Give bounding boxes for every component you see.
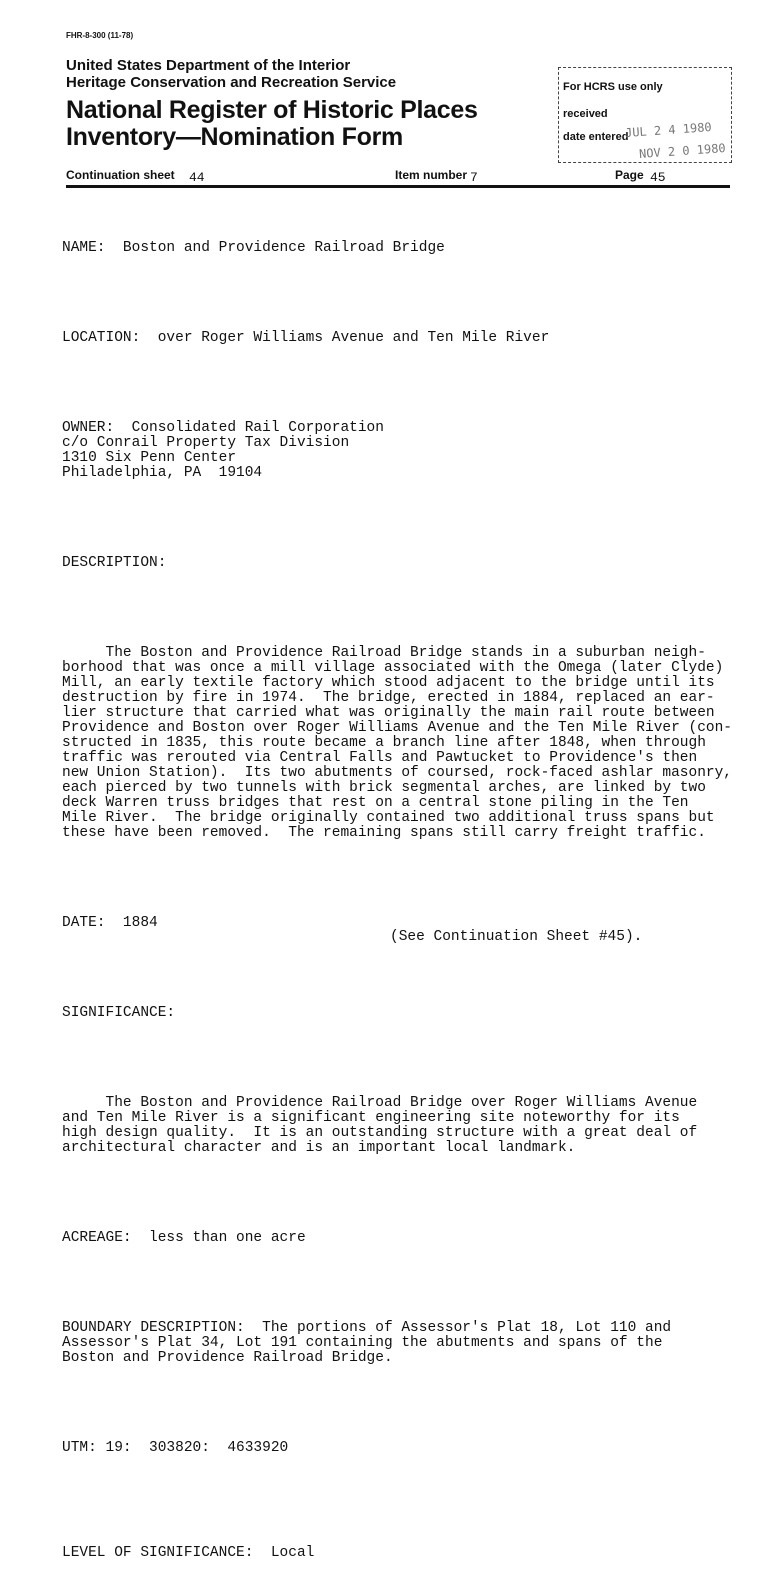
- page-label: Page: [615, 168, 644, 182]
- significance-heading: SIGNIFICANCE:: [62, 1005, 176, 1021]
- significance-text: The Boston and Providence Railroad Bridge over Roger Williams Avenue and Ten Mile River is a significant engineering site noteworthy for its high design quality. It is an outstanding structure with a great deal of architectural character and is an important local landmark.: [62, 1095, 698, 1156]
- owner-block: OWNER: Consolidated Rail Corporation c/o Conrail Property Tax Division 1310 Six Penn Center Philadelphia, PA 19104: [62, 420, 384, 481]
- form-title: [66, 97, 478, 151]
- entered-stamp: NOV 2 0 1980: [638, 140, 727, 162]
- name-line: NAME: Boston and Providence Railroad Bridge: [62, 240, 445, 256]
- header-rule: [66, 185, 730, 188]
- boundary-description: BOUNDARY DESCRIPTION: The portions of Assessor's Plat 18, Lot 110 and Assessor's Plat 34, Lot 191 containing the abutments and spans of the Boston and Providence Railroad Bridge.: [62, 1320, 672, 1366]
- description-text: The Boston and Providence Railroad Bridge stands in a suburban neigh- borhood that was once a mill village associated with the Omega (later Clyde) Mill, an early textile factory which stood adjacent to the bridge until its destruction by fire in 1974. The bridge, erected in 1884, replaced an ear- lier structure that carried what was originally the main rail route between Providence and Boston over Roger Williams Avenue and the Ten Mile River (con- structed in 1835, this route became a branch line after 1848, when through traffic was rerouted via Central Falls and Pawtucket to Providence's then new Union Station). Its two abutments of coursed, rock-faced ashlar masonry, each pierced by two tunnels with brick segmental arches, are linked by two deck Warren truss bridges that rest on a central stone piling in the Ten Mile River. The bridge originally contained two additional truss spans but these have been removed. The remaining spans still carry freight traffic.: [62, 645, 733, 841]
- continuation-sheet-value: 44: [189, 170, 205, 185]
- agency-header: [66, 57, 396, 91]
- location-line: LOCATION: over Roger Williams Avenue and Ten Mile River: [62, 330, 550, 346]
- date-entered-label: date entered: [563, 131, 629, 143]
- hcrs-use-box: [558, 67, 732, 163]
- continuation-note: (See Continuation Sheet #45).: [390, 929, 643, 945]
- continuation-meta-row: [66, 168, 730, 186]
- item-number-value: 7: [470, 170, 478, 185]
- date-line: DATE: 1884: [62, 915, 158, 931]
- form-code: FHR-8-300 (11-78): [66, 31, 134, 40]
- form-title-line2: Inventory—Nomination Form: [66, 123, 403, 151]
- form-title-line1: National Register of Historic Places: [66, 96, 478, 124]
- description-heading: DESCRIPTION:: [62, 555, 167, 571]
- acreage-line: ACREAGE: less than one acre: [62, 1230, 306, 1246]
- level-of-significance-line: LEVEL OF SIGNIFICANCE: Local: [62, 1545, 315, 1561]
- form-body: [62, 211, 742, 1591]
- hcrs-heading: For HCRS use only: [563, 81, 663, 93]
- item-number-label: Item number: [395, 168, 468, 182]
- page-value: 45: [650, 170, 666, 185]
- continuation-sheet-label: Continuation sheet: [66, 168, 175, 182]
- utm-line: UTM: 19: 303820: 4633920: [62, 1440, 289, 1456]
- agency-service: Heritage Conservation and Recreation Service: [66, 74, 397, 91]
- received-stamp: JUL 2 4 1980: [624, 119, 713, 141]
- agency-department: United States Department of the Interior: [66, 57, 351, 74]
- received-label: received: [563, 108, 608, 120]
